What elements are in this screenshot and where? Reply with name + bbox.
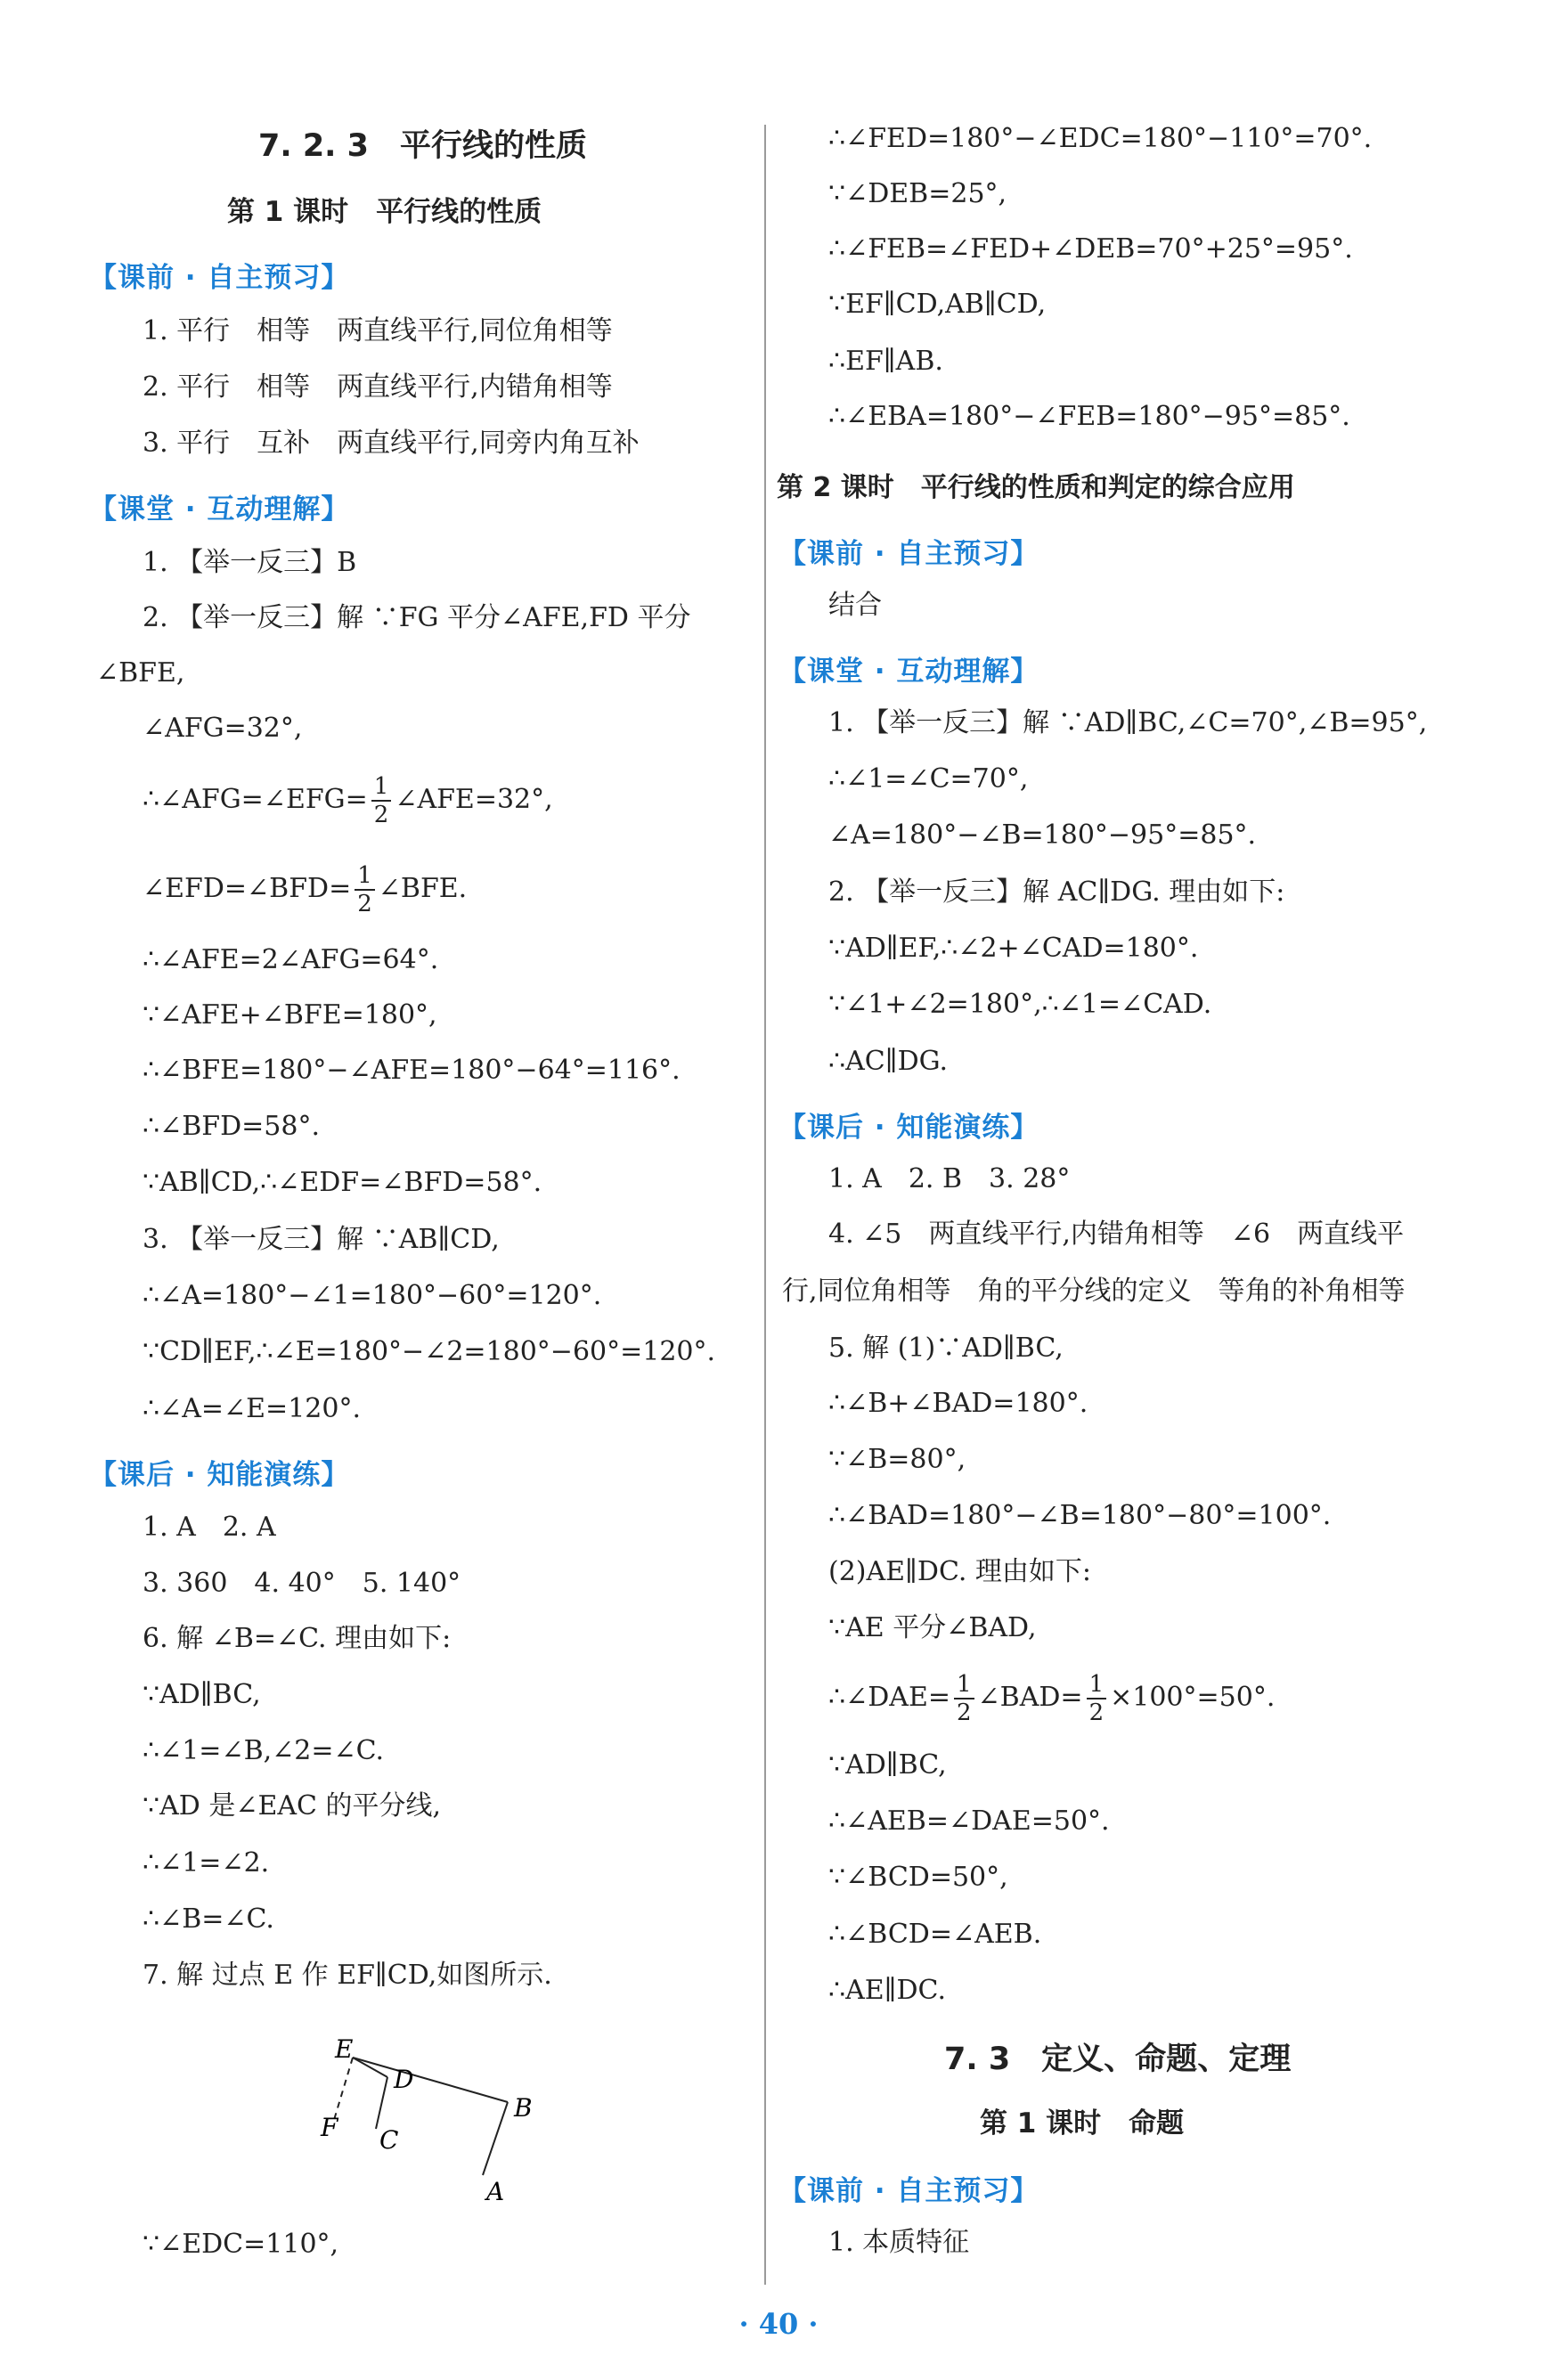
label-E: E — [335, 2034, 354, 2064]
answer-line: 3. 平行 互补 两直线平行,同旁内角互补 — [143, 428, 640, 459]
page-number: · 40 · — [738, 2307, 819, 2341]
answer-line: 1. 【举一反三】B — [143, 547, 357, 578]
answer-line: ∴∠A=∠E=120°. — [143, 1393, 361, 1424]
answer-line: ∵∠EDC=110°, — [143, 2229, 339, 2260]
answer-line: ∴∠1=∠B,∠2=∠C. — [143, 1735, 385, 1766]
answer-line: 3. 360 4. 40° 5. 140° — [143, 1568, 461, 1599]
label-D: D — [394, 2065, 414, 2094]
label-B: B — [514, 2093, 533, 2123]
answer-line: ∴∠AFE=2∠AFG=64°. — [143, 944, 439, 975]
answer-line: ∴EF∥AB. — [828, 346, 943, 377]
answer-line: ∴∠FED=180°−∠EDC=180°−110°=70°. — [828, 123, 1373, 154]
answer-line: (2)AE∥DC. 理由如下: — [828, 1556, 1092, 1587]
answer-line: 行,同位角相等 角的平分线的定义 等角的补角相等 — [782, 1276, 1406, 1307]
line-EB — [353, 2058, 508, 2102]
line-DC — [376, 2077, 387, 2129]
answer-line: 3. 【举一反三】解 ∵AB∥CD, — [143, 1224, 500, 1255]
answer-line: ∵∠BCD=50°, — [828, 1862, 1008, 1893]
answer-line: ∴∠1=∠C=70°, — [828, 763, 1029, 795]
answer-line: 5. 解 (1)∵AD∥BC, — [828, 1333, 1064, 1364]
answer-line: ∴∠FEB=∠FED+∠DEB=70°+25°=95°. — [828, 233, 1353, 265]
answer-line: ∵AB∥CD,∴∠EDF=∠BFD=58°. — [143, 1167, 542, 1198]
fraction-line: ∠EFD=∠BFD= $\frac{1}{2}$ ∠BFE. — [143, 862, 468, 917]
answer-line: ∵∠B=80°, — [828, 1444, 966, 1475]
answer-line: 4. ∠5 两直线平行,内错角相等 ∠6 两直线平 — [828, 1219, 1405, 1250]
line-EF — [334, 2058, 353, 2120]
answer-line: 1. 【举一反三】解 ∵AD∥BC,∠C=70°,∠B=95°, — [828, 707, 1428, 738]
section-heading-post: 【课后 · 知能演练】 — [89, 1459, 350, 1491]
label-A: A — [486, 2177, 505, 2206]
answer-line: ∠BFE, — [96, 657, 185, 689]
answer-line: ∴∠BCD=∠AEB. — [828, 1919, 1042, 1950]
answer-line: 1. 平行 相等 两直线平行,同位角相等 — [143, 315, 613, 346]
answer-line: ∴∠BAD=180°−∠B=180°−80°=100°. — [828, 1500, 1332, 1531]
column-divider — [764, 125, 766, 2285]
lesson-title: 第 2 课时 平行线的性质和判定的综合应用 — [777, 472, 1295, 503]
answer-line: ∴∠BFE=180°−∠AFE=180°−64°=116°. — [143, 1055, 681, 1086]
lesson-title: 第 1 课时 平行线的性质 — [227, 196, 542, 228]
label-F: F — [321, 2113, 338, 2142]
fraction-line: ∴∠AFG=∠EFG= $\frac{1}{2}$ ∠AFE=32°, — [143, 773, 553, 828]
answer-line: ∵CD∥EF,∴∠E=180°−∠2=180°−60°=120°. — [143, 1336, 716, 1367]
answer-line: 2. 平行 相等 两直线平行,内错角相等 — [143, 371, 613, 403]
answer-line: ∵∠AFE+∠BFE=180°, — [143, 999, 437, 1031]
answer-line: ∠A=180°−∠B=180°−95°=85°. — [828, 819, 1257, 851]
section-heading-pre: 【课前 · 自主预习】 — [89, 262, 350, 294]
answer-line: ∵AD∥EF,∴∠2+∠CAD=180°. — [828, 933, 1199, 964]
section-heading-pre: 【课前 · 自主预习】 — [778, 2175, 1039, 2207]
section-heading-class: 【课堂 · 互动理解】 — [89, 493, 350, 526]
geometry-figure — [294, 2031, 561, 2209]
fraction-line: ∴∠DAE= $\frac{1}{2}$ ∠BAD= $\frac{1}{2}$ ×100°=50°. — [828, 1671, 1276, 1726]
answer-line: 1. A 2. A — [143, 1512, 276, 1543]
answer-line: ∴∠AEB=∠DAE=50°. — [828, 1805, 1110, 1837]
answer-line: 2. 【举一反三】解 AC∥DG. 理由如下: — [828, 876, 1285, 908]
answer-line: ∵EF∥CD,AB∥CD, — [828, 289, 1047, 320]
answer-line: ∵AE 平分∠BAD, — [828, 1612, 1037, 1643]
section-heading-post: 【课后 · 知能演练】 — [778, 1112, 1039, 1144]
answer-line: 7. 解 过点 E 作 EF∥CD,如图所示. — [143, 1960, 552, 1991]
section-heading-pre: 【课前 · 自主预习】 — [778, 538, 1039, 570]
line-ED — [353, 2058, 387, 2077]
label-C: C — [379, 2125, 399, 2155]
answer-line: ∴AC∥DG. — [828, 1046, 949, 1077]
answer-line: 1. A 2. B 3. 28° — [828, 1163, 1071, 1194]
answer-line: ∠AFG=32°, — [143, 713, 303, 744]
answer-line: ∴∠B=∠C. — [143, 1903, 274, 1935]
answer-line: 1. 本质特征 — [828, 2227, 970, 2258]
answer-line: ∴∠1=∠2. — [143, 1847, 270, 1879]
answer-line: ∴∠BFD=58°. — [143, 1111, 320, 1142]
section-title: 7. 2. 3 平行线的性质 — [258, 128, 588, 164]
answer-line: ∵AD 是∠EAC 的平分线, — [143, 1790, 442, 1822]
answer-line: ∵∠DEB=25°, — [828, 178, 1007, 209]
answer-line: ∴∠B+∠BAD=180°. — [828, 1388, 1088, 1419]
answer-line: ∴∠EBA=180°−∠FEB=180°−95°=85°. — [828, 401, 1350, 432]
answer-line: 结合 — [828, 590, 882, 621]
answer-line: ∵AD∥BC, — [143, 1679, 261, 1710]
line-BA — [483, 2102, 508, 2175]
answer-line: ∴AE∥DC. — [828, 1975, 946, 2006]
section-title: 7. 3 定义、命题、定理 — [944, 2042, 1292, 2077]
lesson-title: 第 1 课时 命题 — [980, 2107, 1185, 2140]
section-heading-class: 【课堂 · 互动理解】 — [778, 656, 1039, 688]
answer-line: 6. 解 ∠B=∠C. 理由如下: — [143, 1623, 452, 1654]
answer-line: ∵AD∥BC, — [828, 1749, 947, 1781]
answer-line: 2. 【举一反三】解 ∵FG 平分∠AFE,FD 平分 — [143, 602, 691, 633]
answer-line: ∵∠1+∠2=180°,∴∠1=∠CAD. — [828, 989, 1212, 1020]
answer-line: ∴∠A=180°−∠1=180°−60°=120°. — [143, 1280, 602, 1311]
